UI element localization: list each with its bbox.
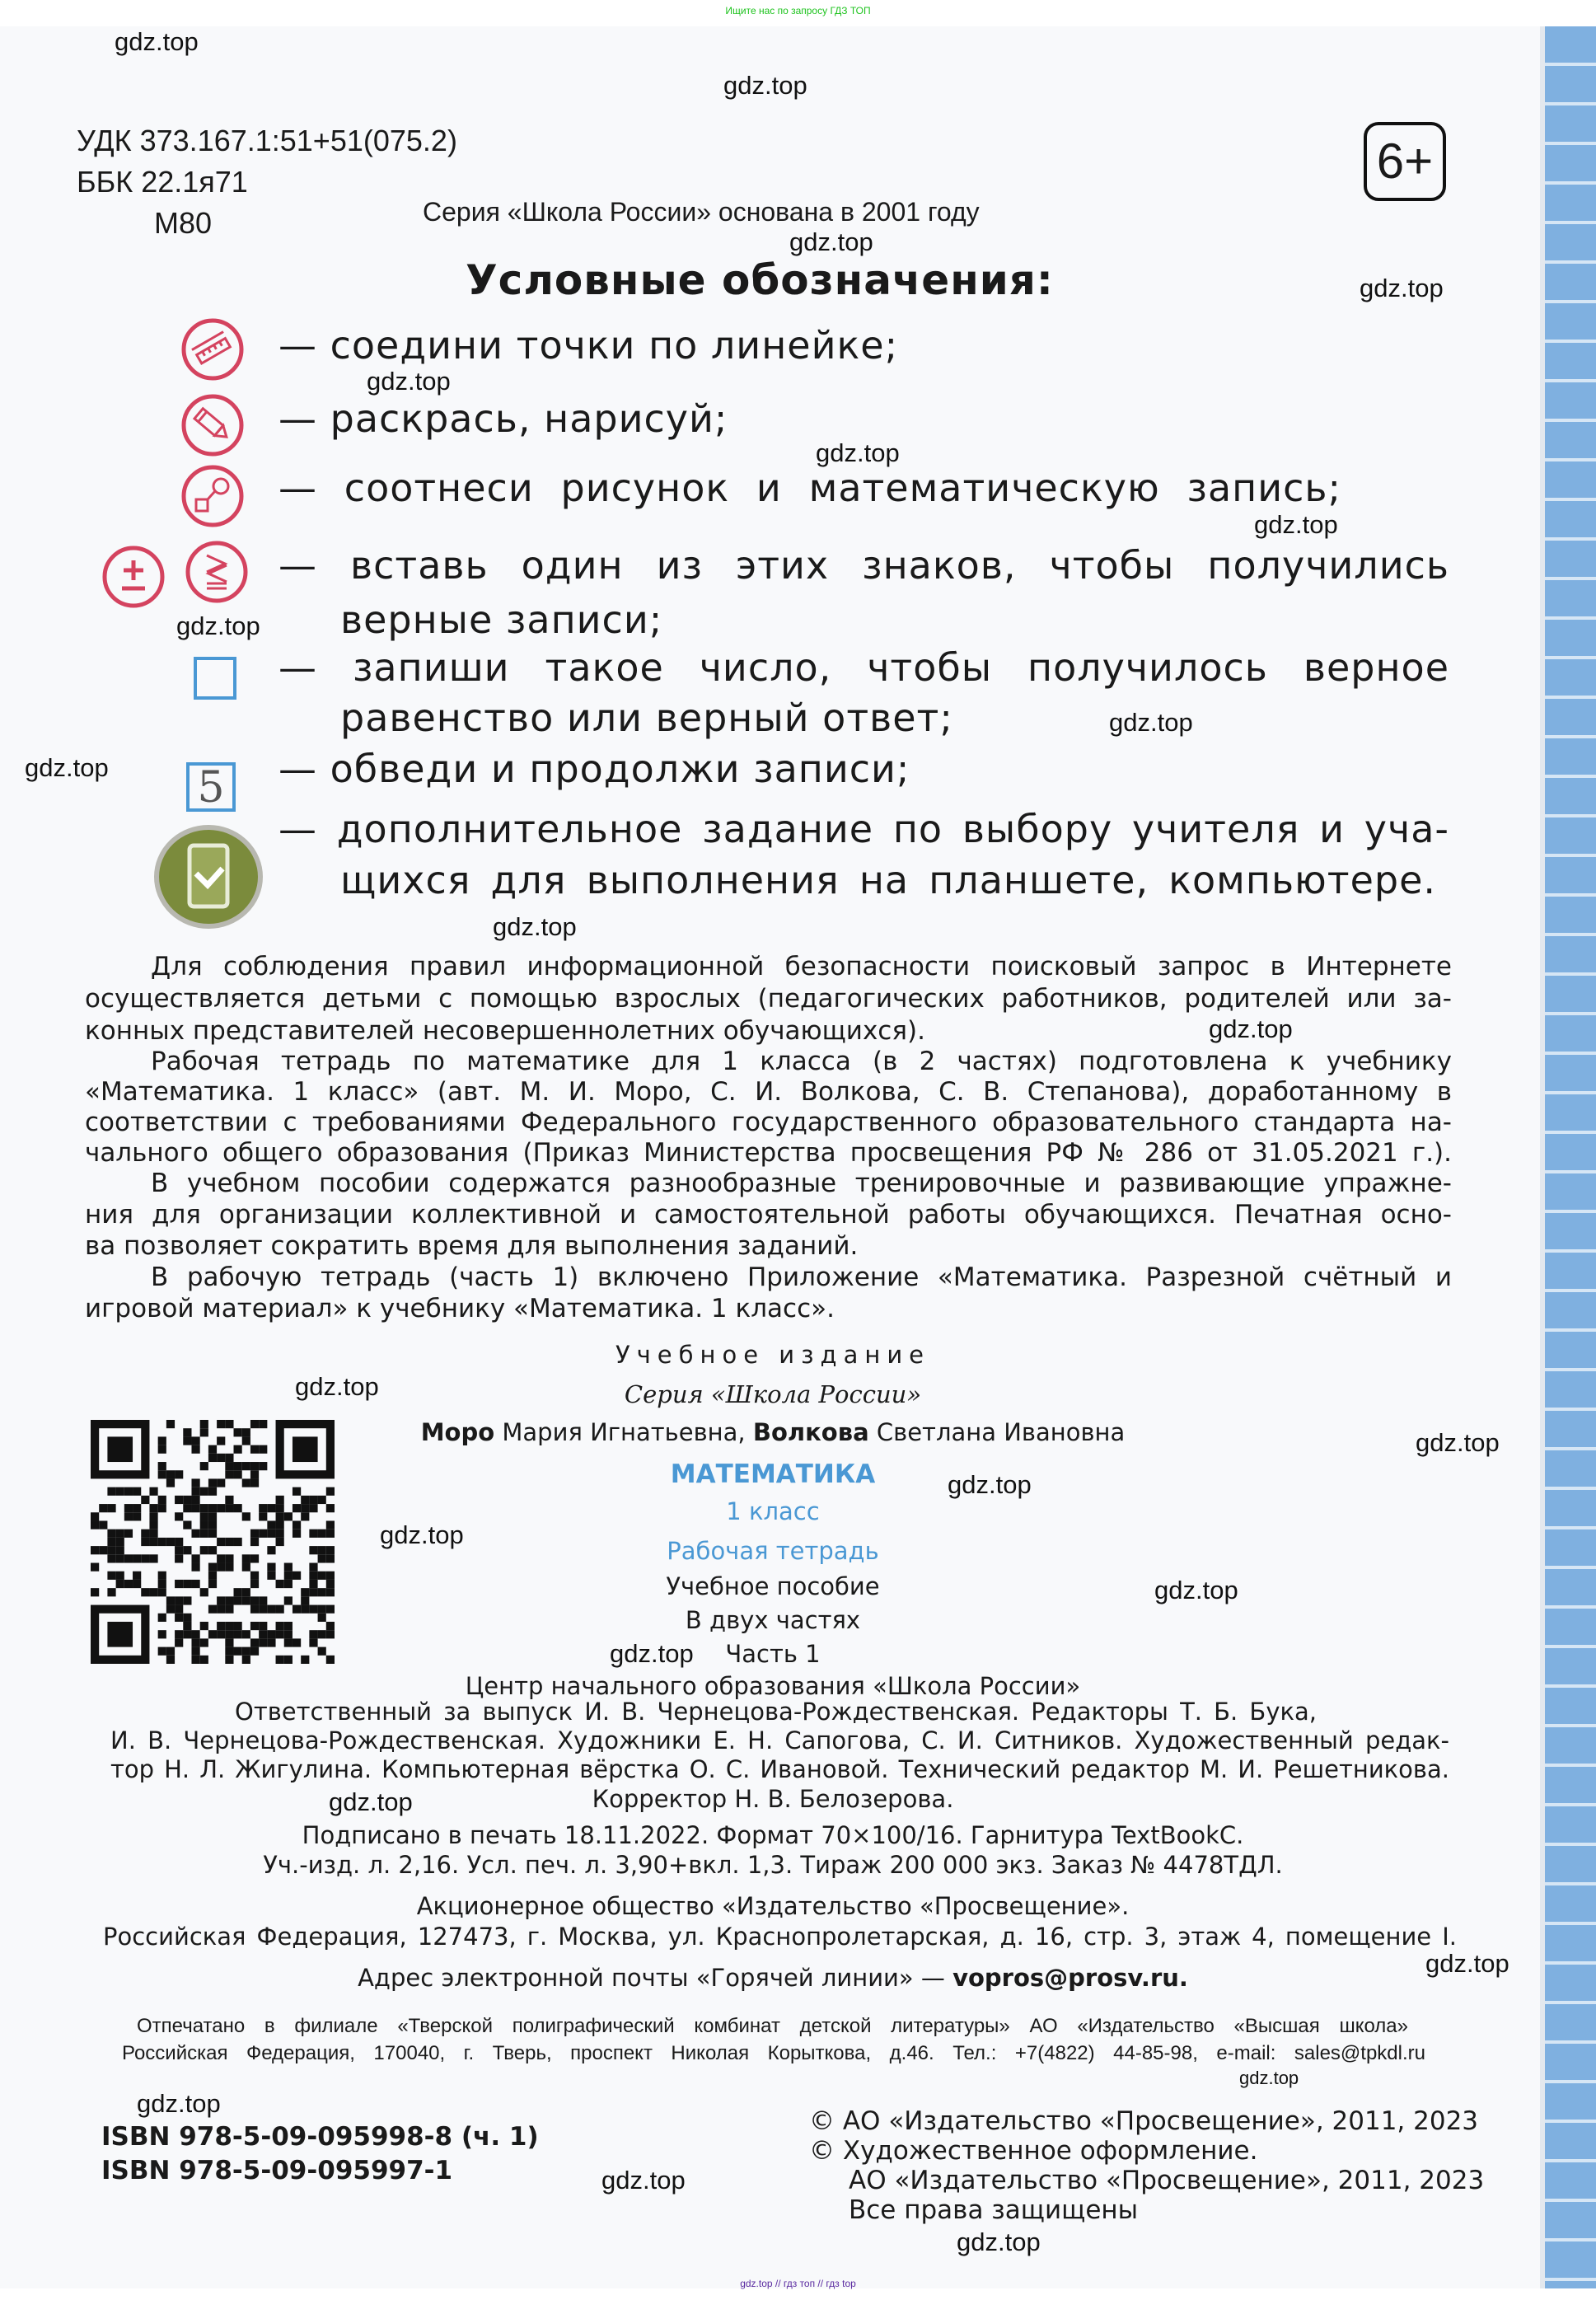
legend-item-trace: — обведи и продолжи записи; bbox=[278, 747, 910, 791]
credits-line: Ответственный за выпуск И. В. Чернецова-Рождественская. Редакторы Т. Б. Бука, bbox=[235, 1698, 1317, 1726]
hotline-email[interactable]: vopros@prosv.ru. bbox=[952, 1964, 1188, 1992]
author1-name: Мария Игнатьевна, bbox=[502, 1418, 746, 1446]
legend-item-signs: — вставь один из этих знаков, чтобы получились bbox=[278, 543, 1449, 588]
watermark: gdz.top bbox=[1425, 1949, 1509, 1978]
watermark: gdz.top bbox=[137, 2089, 221, 2118]
paragraph-line: чального общего образования (Приказ Министерства просвещения РФ № 286 от 31.05.2021 г.). bbox=[85, 1138, 1452, 1168]
plus-minus-icon bbox=[101, 544, 166, 610]
legend-item-tablet: — дополнительное задание по выбору учителя и уча- bbox=[278, 807, 1449, 851]
paragraph-line: Рабочая тетрадь по математике для 1 класса (в 2 частях) подготовлена к учебнику bbox=[151, 1047, 1452, 1076]
legend-item-signs-cont: верные записи; bbox=[340, 597, 663, 642]
book-code: М80 bbox=[154, 206, 213, 240]
series-note: Серия «Школа России» основана в 2001 году bbox=[423, 197, 980, 227]
paragraph-line: конных представителей несовершеннолетних обучающихся). bbox=[85, 1016, 925, 1046]
legend-title: Условные обозначения: bbox=[466, 256, 1054, 304]
watermark: gdz.top bbox=[329, 1787, 413, 1816]
box-five-icon: 5 bbox=[186, 762, 236, 812]
watermark: gdz.top bbox=[176, 611, 260, 640]
paragraph-line: игровой материал» к учебнику «Математика. 1 класс». bbox=[85, 1294, 835, 1323]
edition-type: Учебное издание bbox=[615, 1341, 931, 1369]
author2-surname: Волкова bbox=[752, 1418, 869, 1446]
watermark: gdz.top bbox=[957, 2227, 1041, 2256]
printer-line: Отпечатано в филиале «Тверской полиграфический комбинат детской литературы» АО «Издательство «Высшая школа» bbox=[137, 2015, 1408, 2037]
printer-address: Российская Федерация, 170040, г. Тверь, проспект Николая Корыткова, д.46. Тел.: +7(4822) 44-85-98, e-mail: sales@tpkdl.ru bbox=[122, 2042, 1425, 2064]
watermark: gdz.top bbox=[789, 227, 873, 256]
author2-name: Светлана Ивановна bbox=[876, 1418, 1126, 1446]
watermark: gdz.top bbox=[723, 71, 807, 100]
legend-item-box-cont: равенство или верный ответ; bbox=[340, 696, 953, 740]
paragraph-line: Для соблюдения правил информационной безопасности поисковый запрос в Интернете bbox=[151, 952, 1452, 981]
paragraph-line: В учебном пособии содержатся разнообразные тренировочные и развивающие упражне- bbox=[151, 1169, 1452, 1198]
credits-line: тор Н. Л. Жигулина. Компьютерная вёрстка О. С. Ивановой. Технический редактор М. И. Решетникова. bbox=[110, 1755, 1449, 1783]
watermark: gdz.top bbox=[610, 1639, 694, 1668]
watermark: gdz.top bbox=[816, 438, 900, 467]
watermark: gdz.top bbox=[601, 2166, 686, 2195]
copyright-line: © Художественное оформление. bbox=[809, 2136, 1258, 2166]
qr-code[interactable] bbox=[91, 1420, 335, 1664]
top-banner: Ищите нас по запросу ГДЗ ТОП bbox=[725, 5, 871, 16]
credits-line: И. В. Чернецова-Рождественская. Художники Е. Н. Сапогова, С. И. Ситников. Художественный редак- bbox=[110, 1726, 1449, 1754]
watermark: gdz.top bbox=[295, 1372, 379, 1401]
part: Часть 1 bbox=[725, 1640, 821, 1668]
legend-item-pencil: — раскрась, нарисуй; bbox=[278, 396, 728, 441]
watermark: gdz.top bbox=[1239, 2068, 1299, 2088]
copyright-line: АО «Издательство «Просвещение», 2011, 2023 bbox=[849, 2166, 1485, 2195]
book-type: Рабочая тетрадь bbox=[667, 1537, 879, 1565]
signed-info: Подписано в печать 18.11.2022. Формат 70×100/16. Гарнитура TextBookC. bbox=[302, 1821, 1244, 1849]
publisher: Акционерное общество «Издательство «Просвещение». bbox=[416, 1892, 1130, 1920]
center: Центр начального образования «Школа России» bbox=[465, 1672, 1081, 1700]
manual: Учебное пособие bbox=[666, 1572, 880, 1600]
subject: МАТЕМАТИКА bbox=[670, 1459, 876, 1489]
legend-item-tablet-cont: щихся для выполнения на планшете, компьютере. bbox=[340, 858, 1436, 902]
paragraph-line: В рабочую тетрадь (часть 1) включено Приложение «Математика. Разрезной счётный и bbox=[151, 1262, 1452, 1292]
paragraph-line: соответствии с требованиями Федерального государственного образовательного стандарта на- bbox=[85, 1108, 1452, 1137]
parts: В двух частях bbox=[685, 1606, 861, 1634]
watermark: gdz.top bbox=[380, 1520, 464, 1549]
copyright-line: Все права защищены bbox=[849, 2195, 1139, 2225]
watermark: gdz.top bbox=[1154, 1576, 1238, 1604]
watermark: gdz.top bbox=[1209, 1014, 1293, 1043]
credits-line: Корректор Н. В. Белозерова. bbox=[592, 1785, 954, 1813]
hotline bbox=[0, 1964, 1546, 1992]
watermark: gdz.top bbox=[115, 27, 199, 56]
legend-item-ruler: — соедини точки по линейке; bbox=[278, 323, 899, 368]
age-rating-badge: 6+ bbox=[1364, 122, 1446, 201]
paragraph-line: ва позволяет сократить время для выполнения заданий. bbox=[85, 1231, 859, 1261]
compare-signs-icon bbox=[184, 539, 250, 605]
paragraph-line: ния для организации коллективной и самостоятельной работы обучающихся. Печатная осно- bbox=[85, 1200, 1452, 1230]
shapes-icon bbox=[180, 463, 246, 529]
cover-edge-strip bbox=[1540, 26, 1596, 2288]
pencil-icon bbox=[180, 392, 246, 458]
udk: УДК 373.167.1:51+51(075.2) bbox=[77, 124, 457, 157]
watermark: gdz.top bbox=[493, 912, 577, 941]
hotline-label: Адрес электронной почты «Горячей линии» — bbox=[358, 1964, 945, 1992]
watermark: gdz.top bbox=[1416, 1428, 1500, 1457]
copyright-line: © АО «Издательство «Просвещение», 2011, 2023 bbox=[809, 2106, 1479, 2136]
grade: 1 класс bbox=[726, 1497, 820, 1525]
ruler-icon bbox=[180, 316, 246, 382]
watermark: gdz.top bbox=[1109, 708, 1193, 737]
paragraph-line: «Математика. 1 класс» (авт. М. И. Моро, С. И. Волкова, С. В. Степанова), доработанному в bbox=[85, 1077, 1452, 1107]
watermark: gdz.top bbox=[1254, 510, 1338, 539]
watermark: gdz.top bbox=[367, 367, 451, 396]
imprint-series: Серия «Школа России» bbox=[624, 1380, 922, 1408]
legend-item-box: — запиши такое число, чтобы получилось верное bbox=[278, 645, 1449, 690]
paragraph-line: осуществляется детьми с помощью взрослых (педагогических работников, родителей или за- bbox=[85, 984, 1452, 1014]
watermark: gdz.top bbox=[1360, 274, 1444, 302]
legend-item-shapes: — соотнеси рисунок и математическую запись; bbox=[278, 466, 1341, 510]
isbn-part: ISBN 978-5-09-095998-8 (ч. 1) bbox=[101, 2122, 539, 2152]
watermark: gdz.top bbox=[25, 753, 109, 782]
print-info: Уч.-изд. л. 2,16. Усл. печ. л. 3,90+вкл. 1,3. Тираж 200 000 экз. Заказ № 4478ТДЛ. bbox=[263, 1851, 1283, 1879]
author1-surname: Моро bbox=[420, 1418, 495, 1446]
bbk: ББК 22.1я71 bbox=[77, 165, 248, 199]
publisher-address: Российская Федерация, 127473, г. Москва, ул. Краснопролетарская, д. 16, стр. 3, этаж 4, помещение I. bbox=[103, 1923, 1457, 1951]
empty-box-icon bbox=[194, 657, 236, 700]
isbn-set: ISBN 978-5-09-095997-1 bbox=[101, 2156, 453, 2185]
footer-links[interactable]: gdz.top // гдз топ // гдз top bbox=[740, 2278, 856, 2289]
tablet-check-icon bbox=[153, 824, 264, 930]
watermark: gdz.top bbox=[948, 1470, 1032, 1499]
